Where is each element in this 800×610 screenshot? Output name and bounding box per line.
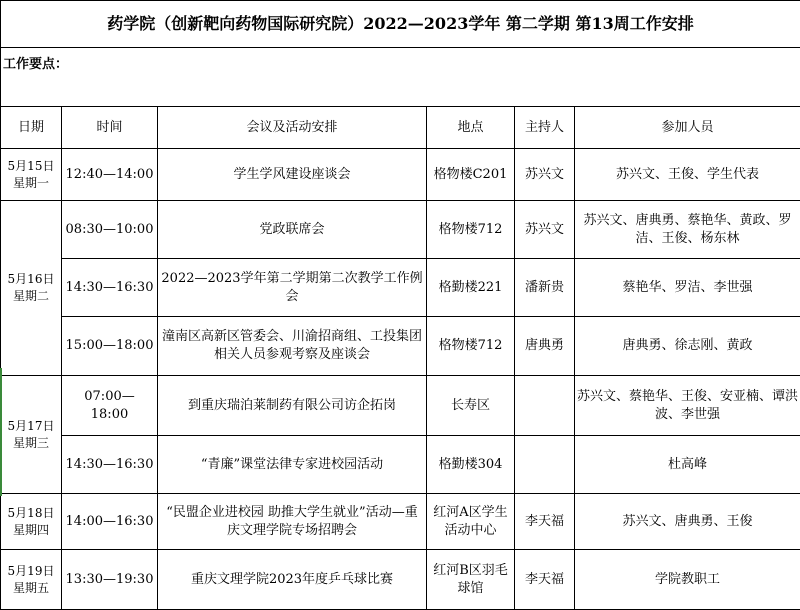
time-cell: 14:30—16:30 xyxy=(62,436,158,494)
date-cell: 5月18日 星期四 xyxy=(1,494,62,550)
attendees-cell: 学院教职工 xyxy=(575,550,800,610)
attendees-cell: 唐典勇、徐志刚、黄政 xyxy=(575,317,800,376)
attendees-cell: 杜高峰 xyxy=(575,436,800,494)
location-cell: 格物楼712 xyxy=(427,317,515,376)
host-cell xyxy=(515,376,575,436)
attendees-cell: 苏兴文、唐典勇、王俊 xyxy=(575,494,800,550)
table-row xyxy=(1,550,800,610)
location-cell: 格物楼C201 xyxy=(427,149,515,201)
host-cell: 苏兴文 xyxy=(515,201,575,259)
table-row xyxy=(1,494,800,550)
column-header: 会议及活动安排 xyxy=(158,107,427,149)
host-cell: 李天福 xyxy=(515,494,575,550)
column-header: 时间 xyxy=(62,107,158,149)
host-cell: 唐典勇 xyxy=(515,317,575,376)
activity-cell: 潼南区高新区管委会、川渝招商组、工投集团相关人员参观考察及座谈会 xyxy=(158,317,427,376)
column-header: 地点 xyxy=(427,107,515,149)
activity-cell: “青廉”课堂法律专家进校园活动 xyxy=(158,436,427,494)
date-cell: 5月19日 星期五 xyxy=(1,550,62,610)
table-row xyxy=(1,376,800,436)
location-cell: 红河B区羽毛球馆 xyxy=(427,550,515,610)
attendees-cell: 蔡艳华、罗洁、李世强 xyxy=(575,259,800,317)
date-cell: 5月16日 星期二 xyxy=(1,201,62,376)
host-cell: 李天福 xyxy=(515,550,575,610)
table-row xyxy=(1,201,800,259)
time-cell: 12:40—14:00 xyxy=(62,149,158,201)
table-row xyxy=(1,149,800,201)
activity-cell: 党政联席会 xyxy=(158,201,427,259)
table-row xyxy=(1,436,800,494)
time-cell: 14:00—16:30 xyxy=(62,494,158,550)
location-cell: 格勤楼304 xyxy=(427,436,515,494)
page-title: 药学院（创新靶向药物国际研究院）2022—2023学年 第二学期 第13周工作安排 xyxy=(1,1,800,48)
activity-cell: 学生学风建设座谈会 xyxy=(158,149,427,201)
host-cell: 潘新贵 xyxy=(515,259,575,317)
column-header: 参加人员 xyxy=(575,107,800,149)
date-cell: 5月17日 星期三 xyxy=(1,376,62,494)
attendees-cell: 苏兴文、王俊、学生代表 xyxy=(575,149,800,201)
column-header: 主持人 xyxy=(515,107,575,149)
date-cell: 5月15日 星期一 xyxy=(1,149,62,201)
host-cell: 苏兴文 xyxy=(515,149,575,201)
attendees-cell: 苏兴文、蔡艳华、王俊、安亚楠、谭洪波、李世强 xyxy=(575,376,800,436)
time-cell: 08:30—10:00 xyxy=(62,201,158,259)
cell-selection-border xyxy=(0,368,2,496)
location-cell: 格勤楼221 xyxy=(427,259,515,317)
key-points-label: 工作要点： xyxy=(1,48,800,107)
time-cell: 14:30—16:30 xyxy=(62,259,158,317)
activity-cell: 重庆文理学院2023年度乒乓球比赛 xyxy=(158,550,427,610)
time-cell: 15:00—18:00 xyxy=(62,317,158,376)
location-cell: 红河A区学生活动中心 xyxy=(427,494,515,550)
location-cell: 长寿区 xyxy=(427,376,515,436)
table-row xyxy=(1,259,800,317)
table-header-row xyxy=(1,107,800,149)
activity-cell: “民盟企业进校园 助推大学生就业”活动—重庆文理学院专场招聘会 xyxy=(158,494,427,550)
activity-cell: 2022—2023学年第二学期第二次教学工作例会 xyxy=(158,259,427,317)
activity-cell: 到重庆瑞泊莱制药有限公司访企拓岗 xyxy=(158,376,427,436)
host-cell xyxy=(515,436,575,494)
attendees-cell: 苏兴文、唐典勇、蔡艳华、黄政、罗洁、王俊、杨东林 xyxy=(575,201,800,259)
location-cell: 格物楼712 xyxy=(427,201,515,259)
time-cell: 07:00— 18:00 xyxy=(62,376,158,436)
time-cell: 13:30—19:30 xyxy=(62,550,158,610)
column-header: 日期 xyxy=(1,107,62,149)
table-row xyxy=(1,317,800,376)
